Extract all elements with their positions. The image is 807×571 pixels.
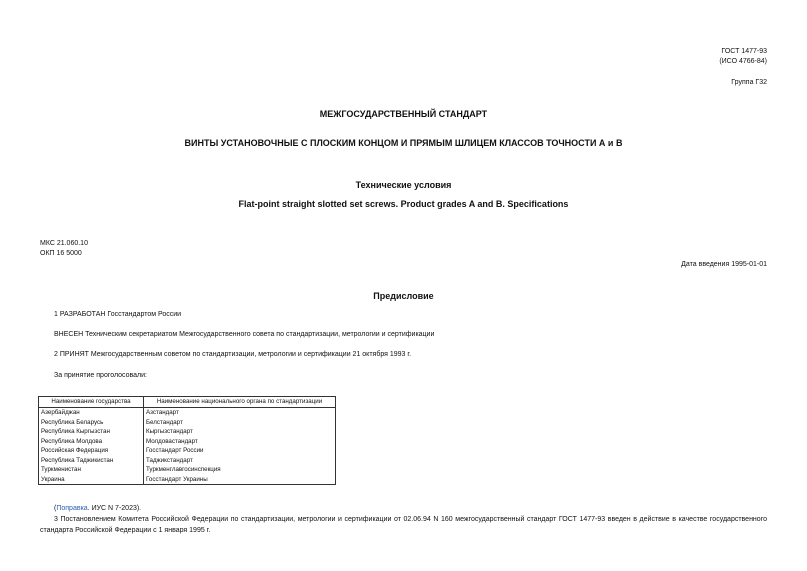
state-cell: Азербайджан xyxy=(39,408,144,418)
mks-code: МКС 21.060.10 xyxy=(40,240,88,247)
table-row xyxy=(39,446,336,456)
table-row xyxy=(39,408,336,418)
amendment-rest: . ИУС N 7-2023). xyxy=(87,505,142,512)
voted-label: За принятие проголосовали: xyxy=(54,372,147,379)
amendment-note xyxy=(54,505,141,512)
table-row xyxy=(39,456,336,466)
amendment-open: ( xyxy=(54,505,57,512)
iso-number: (ИСО 4766-84) xyxy=(719,58,767,65)
table-header-row xyxy=(39,397,336,408)
gost-number: ГОСТ 1477-93 xyxy=(721,48,767,55)
effective-date: Дата введения 1995-01-01 xyxy=(681,261,767,268)
org-cell: Туркменглавгосинспекция xyxy=(144,465,336,475)
column-header-state: Наименование государства xyxy=(39,397,144,408)
table-row xyxy=(39,465,336,475)
org-cell: Госстандарт России xyxy=(144,446,336,456)
state-cell: Республика Беларусь xyxy=(39,418,144,428)
state-cell: Туркменистан xyxy=(39,465,144,475)
table-row xyxy=(39,437,336,447)
state-cell: Республика Таджикистан xyxy=(39,456,144,466)
org-cell: Таджикстандарт xyxy=(144,456,336,466)
foreword-heading: Предисловие xyxy=(373,291,434,301)
group-code: Группа Г32 xyxy=(731,79,767,86)
resolution-paragraph: 3 Постановлением Комитета Российской Федерации по стандартизации, метрологии и сертификации от 02.06.94 N 160 межгосударственный стандарт ГОСТ 1477-93 введен в действие в качестве государственного стандарта Российской Федерации с 1 января 1995 г. xyxy=(40,516,767,534)
table-row xyxy=(39,427,336,437)
org-cell: Азстандарт xyxy=(144,408,336,418)
standard-heading: МЕЖГОСУДАРСТВЕННЫЙ СТАНДАРТ xyxy=(319,109,488,119)
specifications-heading: Технические условия xyxy=(355,180,452,190)
state-cell: Российская Федерация xyxy=(39,446,144,456)
okp-code: ОКП 16 5000 xyxy=(40,250,82,257)
org-cell: Молдовастандарт xyxy=(144,437,336,447)
column-header-org: Наименование национального органа по стандартизации xyxy=(144,397,336,408)
org-cell: Белстандарт xyxy=(144,418,336,428)
state-cell: Республика Кыргызстан xyxy=(39,427,144,437)
introduced-by: ВНЕСЕН Техническим секретариатом Межгосударственного совета по стандартизации, метрологии и сертификации xyxy=(54,331,435,338)
developed-by: 1 РАЗРАБОТАН Госстандартом России xyxy=(54,311,182,318)
table-row xyxy=(39,418,336,428)
table-row xyxy=(39,475,336,485)
state-cell: Республика Молдова xyxy=(39,437,144,447)
org-cell: Госстандарт Украины xyxy=(144,475,336,485)
amendment-link[interactable]: Поправка xyxy=(56,505,88,512)
document-title-en: Flat-point straight slotted set screws. Product grades A and B. Specifications xyxy=(238,199,569,209)
org-cell: Кыргызстандарт xyxy=(144,427,336,437)
states-table xyxy=(38,396,336,485)
adopted-by: 2 ПРИНЯТ Межгосударственным советом по стандартизации, метрологии и сертификации 21 октября 1993 г. xyxy=(54,351,412,358)
state-cell: Украина xyxy=(39,475,144,485)
document-title-ru: ВИНТЫ УСТАНОВОЧНЫЕ С ПЛОСКИМ КОНЦОМ И ПРЯМЫМ ШЛИЦЕМ КЛАССОВ ТОЧНОСТИ А и В xyxy=(184,138,623,148)
